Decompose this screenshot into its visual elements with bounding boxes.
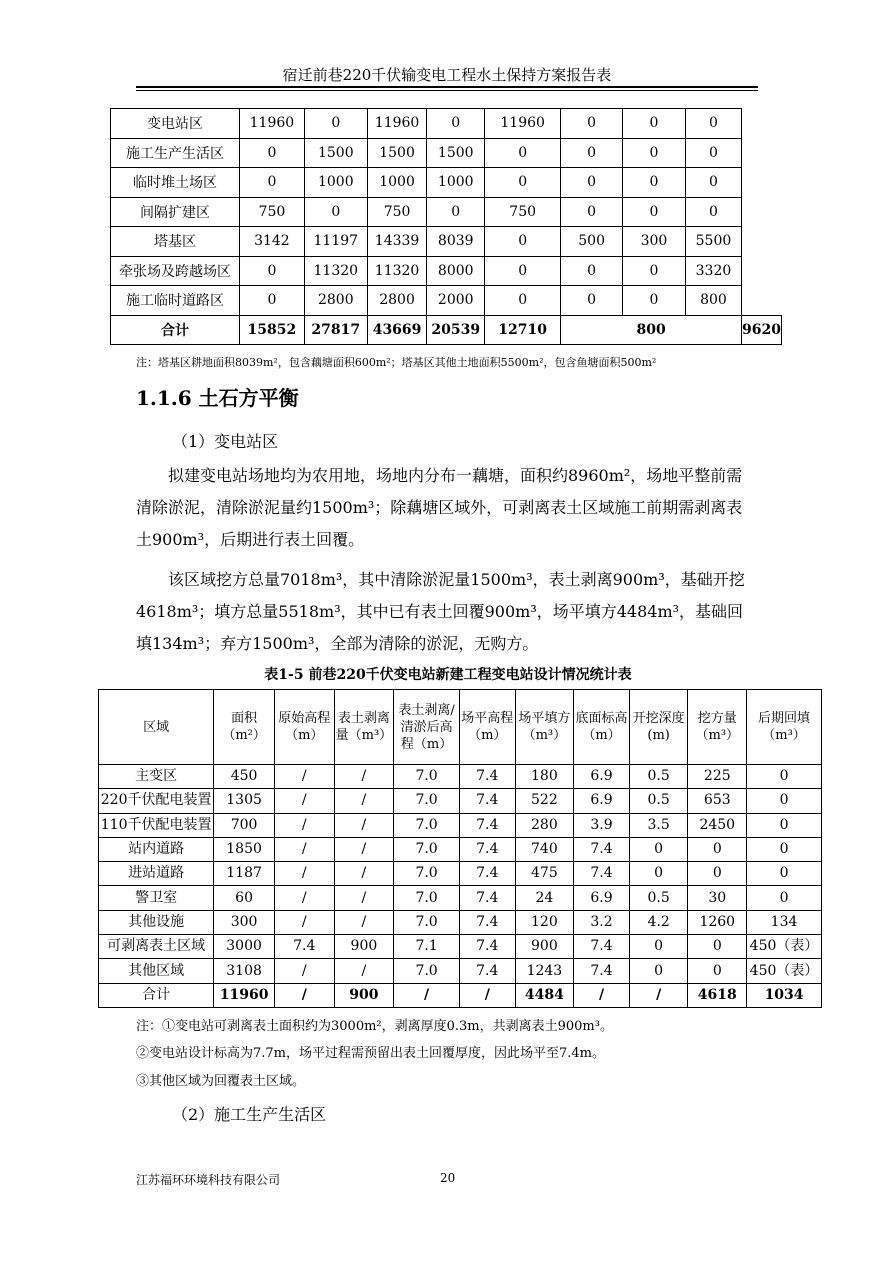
table-cell: 3320 bbox=[685, 256, 741, 286]
row-label: 塔基区 bbox=[111, 227, 240, 257]
table-cell: 1187 bbox=[214, 862, 275, 886]
table-cell: 1034 bbox=[747, 983, 822, 1007]
table-cell: 0 bbox=[240, 256, 305, 286]
table-cell: 7.4 bbox=[459, 789, 515, 813]
table-cell: 0 bbox=[623, 168, 686, 198]
table-cell: 3.5 bbox=[629, 813, 688, 837]
table-cell: 7.4 bbox=[459, 813, 515, 837]
column-header: 挖方量（m³） bbox=[688, 690, 747, 765]
table-cell: 20539 bbox=[427, 315, 485, 345]
table-row bbox=[111, 256, 782, 286]
table-cell: 7.4 bbox=[574, 837, 630, 861]
table-cell: 0 bbox=[629, 959, 688, 983]
table-cell: / bbox=[334, 910, 394, 934]
table-row bbox=[99, 886, 822, 910]
table-row bbox=[99, 789, 822, 813]
table-cell: 1850 bbox=[214, 837, 275, 861]
row-label: 牵张场及跨越场区 bbox=[111, 256, 240, 286]
table-cell: 1260 bbox=[688, 910, 747, 934]
table-cell: 0 bbox=[561, 197, 623, 227]
table-cell: 11197 bbox=[304, 227, 367, 257]
table-cell: 0 bbox=[688, 862, 747, 886]
table-cell: 0 bbox=[685, 197, 741, 227]
table-cell: 11320 bbox=[304, 256, 367, 286]
table-cell: / bbox=[574, 983, 630, 1007]
table-cell: 6.9 bbox=[574, 886, 630, 910]
table-cell: 1500 bbox=[427, 138, 485, 168]
table-cell: 3108 bbox=[214, 959, 275, 983]
total-row bbox=[111, 315, 782, 345]
table-row bbox=[99, 765, 822, 789]
table-row bbox=[111, 138, 782, 168]
table-cell: 475 bbox=[515, 862, 574, 886]
table-cell: 3.9 bbox=[574, 813, 630, 837]
table-cell: 7.4 bbox=[459, 910, 515, 934]
row-label: 其他区域 bbox=[99, 959, 214, 983]
table-cell: 800 bbox=[561, 315, 742, 345]
table-cell: 0 bbox=[240, 286, 305, 316]
table-cell: 0 bbox=[240, 168, 305, 198]
table-cell: 0 bbox=[485, 286, 561, 316]
land-use-table bbox=[110, 108, 782, 345]
column-header: 后期回填（m³） bbox=[747, 690, 822, 765]
row-label: 站内道路 bbox=[99, 837, 214, 861]
table-row bbox=[99, 935, 822, 959]
table-cell: 11960 bbox=[240, 109, 305, 139]
table-cell: 500 bbox=[561, 227, 623, 257]
table-cell: 0 bbox=[685, 168, 741, 198]
table-cell: 3000 bbox=[214, 935, 275, 959]
table-row bbox=[111, 168, 782, 198]
table-cell: 7.4 bbox=[574, 862, 630, 886]
table-cell: 0 bbox=[623, 256, 686, 286]
table-cell: 653 bbox=[688, 789, 747, 813]
table-cell: 7.4 bbox=[274, 935, 334, 959]
table-cell: 450（表） bbox=[747, 935, 822, 959]
table-cell: 0 bbox=[561, 256, 623, 286]
row-label: 临时堆土场区 bbox=[111, 168, 240, 198]
header-rule-thin bbox=[136, 90, 758, 91]
table-cell: 8039 bbox=[427, 227, 485, 257]
table-cell: 1500 bbox=[304, 138, 367, 168]
column-header: 表土剥离量（m³） bbox=[334, 690, 394, 765]
table-cell: 7.4 bbox=[459, 765, 515, 789]
table-cell: / bbox=[274, 886, 334, 910]
table-row bbox=[111, 197, 782, 227]
table-cell: 2450 bbox=[688, 813, 747, 837]
table-cell: 300 bbox=[623, 227, 686, 257]
table-cell: 7.1 bbox=[394, 935, 460, 959]
table-cell: 7.4 bbox=[459, 837, 515, 861]
table-cell: 3142 bbox=[240, 227, 305, 257]
table-cell: / bbox=[334, 862, 394, 886]
table-cell: 0 bbox=[561, 138, 623, 168]
table-cell: 11320 bbox=[367, 256, 427, 286]
table-cell: 800 bbox=[685, 286, 741, 316]
table-cell: 60 bbox=[214, 886, 275, 910]
table-cell: 0 bbox=[747, 837, 822, 861]
table-cell: 0 bbox=[485, 138, 561, 168]
paragraph: 该区域挖方总量7018m³，其中清除淤泥量1500m³，表土剥离900m³，基础开挖4618m³；填方总量5518m³，其中已有表土回覆900m³，场平填方4484m³，基础回填134m³；弃方1500m³，全部为清除的淤泥，无购方。 bbox=[136, 570, 745, 653]
table-cell: 4618 bbox=[688, 983, 747, 1007]
table-cell: 0 bbox=[688, 959, 747, 983]
row-label: 合计 bbox=[99, 983, 214, 1007]
row-label: 可剥离表土区域 bbox=[99, 935, 214, 959]
table-cell: 750 bbox=[485, 197, 561, 227]
table-cell: 0 bbox=[688, 837, 747, 861]
row-label: 间隔扩建区 bbox=[111, 197, 240, 227]
table-cell: / bbox=[274, 983, 334, 1007]
table-cell: 7.0 bbox=[394, 862, 460, 886]
table-cell: 0 bbox=[485, 227, 561, 257]
table-cell: 134 bbox=[747, 910, 822, 934]
table-cell: 900 bbox=[334, 983, 394, 1007]
table-cell: 12710 bbox=[485, 315, 561, 345]
row-label: 进站道路 bbox=[99, 862, 214, 886]
table-cell: 1000 bbox=[367, 168, 427, 198]
table2-note: ②变电站设计标高为7.7m，场平过程需预留出表土回覆厚度，因此场平至7.4m。 bbox=[136, 1046, 606, 1061]
table-cell: 700 bbox=[214, 813, 275, 837]
table-cell: 300 bbox=[214, 910, 275, 934]
table-cell: 0 bbox=[561, 168, 623, 198]
table-cell: / bbox=[274, 862, 334, 886]
table-cell: / bbox=[274, 789, 334, 813]
table-cell: 0 bbox=[304, 197, 367, 227]
table-cell: 0 bbox=[485, 256, 561, 286]
table-cell: 7.0 bbox=[394, 813, 460, 837]
header-row bbox=[99, 690, 822, 765]
table-cell: 0 bbox=[685, 109, 741, 139]
column-header: 表土剥离/清淤后高程（m） bbox=[394, 690, 460, 765]
table-row bbox=[99, 910, 822, 934]
table-cell: / bbox=[334, 959, 394, 983]
table-cell: 9620 bbox=[742, 315, 782, 345]
table-cell: 0 bbox=[485, 168, 561, 198]
table-cell: / bbox=[274, 837, 334, 861]
table-cell: 4.2 bbox=[629, 910, 688, 934]
table-cell: 900 bbox=[515, 935, 574, 959]
table-cell: 0 bbox=[629, 862, 688, 886]
table-cell: 2000 bbox=[427, 286, 485, 316]
table-cell: 0 bbox=[747, 813, 822, 837]
table-cell: 750 bbox=[240, 197, 305, 227]
table-cell: 0 bbox=[685, 138, 741, 168]
row-label: 其他设施 bbox=[99, 910, 214, 934]
subsection-heading: （1）变电站区 bbox=[172, 432, 279, 451]
table-cell: / bbox=[394, 983, 460, 1007]
table-cell: 4484 bbox=[515, 983, 574, 1007]
table-cell: 7.4 bbox=[459, 959, 515, 983]
column-header: 区域 bbox=[99, 690, 214, 765]
table-cell: 7.0 bbox=[394, 789, 460, 813]
table-cell: 0 bbox=[747, 886, 822, 910]
table-cell: 2800 bbox=[367, 286, 427, 316]
row-label: 警卫室 bbox=[99, 886, 214, 910]
table-cell: / bbox=[334, 813, 394, 837]
row-label: 施工临时道路区 bbox=[111, 286, 240, 316]
table-cell: 522 bbox=[515, 789, 574, 813]
table-row bbox=[99, 959, 822, 983]
subsection-heading: （2）施工生产生活区 bbox=[172, 1105, 327, 1124]
table-cell: 8000 bbox=[427, 256, 485, 286]
table-cell: 450（表） bbox=[747, 959, 822, 983]
table-cell: 7.4 bbox=[459, 862, 515, 886]
table-cell: 27817 bbox=[304, 315, 367, 345]
table-cell: 7.0 bbox=[394, 837, 460, 861]
table-cell: 14339 bbox=[367, 227, 427, 257]
table-cell: 450 bbox=[214, 765, 275, 789]
table-cell: 0.5 bbox=[629, 765, 688, 789]
table-cell: 7.0 bbox=[394, 765, 460, 789]
table-cell: 7.0 bbox=[394, 886, 460, 910]
page-header: 宿迁前巷220千伏输变电工程水土保持方案报告表 bbox=[282, 66, 612, 84]
table-cell: 0 bbox=[561, 286, 623, 316]
table-cell: 0 bbox=[623, 286, 686, 316]
table-cell: 0 bbox=[427, 109, 485, 139]
table-cell: 1000 bbox=[427, 168, 485, 198]
table-cell: / bbox=[274, 959, 334, 983]
row-label: 变电站区 bbox=[111, 109, 240, 139]
table-cell: 2800 bbox=[304, 286, 367, 316]
paragraph: 拟建变电站场地均为农用地，场地内分布一藕塘，面积约8960m²，场地平整前需清除淤泥，清除淤泥量约1500m³；除藕塘区域外，可剥离表土区域施工前期需剥离表土900m³，后期进行表土回覆。 bbox=[136, 466, 743, 549]
table-cell: 1305 bbox=[214, 789, 275, 813]
row-label: 主变区 bbox=[99, 765, 214, 789]
table-cell: / bbox=[274, 813, 334, 837]
table-cell: / bbox=[334, 789, 394, 813]
table-row bbox=[99, 837, 822, 861]
table-row bbox=[99, 862, 822, 886]
table-cell: 0 bbox=[688, 935, 747, 959]
table-cell: 7.4 bbox=[459, 886, 515, 910]
table-cell: 6.9 bbox=[574, 765, 630, 789]
table-row bbox=[111, 286, 782, 316]
table-cell: 0 bbox=[629, 837, 688, 861]
table-row bbox=[99, 813, 822, 837]
table-cell: / bbox=[334, 837, 394, 861]
table-cell: 11960 bbox=[367, 109, 427, 139]
table-cell: 180 bbox=[515, 765, 574, 789]
row-label: 110千伏配电装置 bbox=[99, 813, 214, 837]
table-cell: / bbox=[334, 765, 394, 789]
row-label: 220千伏配电装置 bbox=[99, 789, 214, 813]
total-row bbox=[99, 983, 822, 1007]
table-cell: 0 bbox=[623, 138, 686, 168]
table-cell: 15852 bbox=[240, 315, 305, 345]
table-cell: / bbox=[334, 886, 394, 910]
table-cell: / bbox=[459, 983, 515, 1007]
column-header: 底面标高（m） bbox=[574, 690, 630, 765]
table-cell: 0 bbox=[240, 138, 305, 168]
table-cell: 0 bbox=[747, 789, 822, 813]
table-cell: 0.5 bbox=[629, 789, 688, 813]
footer-company: 江苏福环环境科技有限公司 bbox=[136, 1173, 281, 1187]
table-cell: 1243 bbox=[515, 959, 574, 983]
column-header: 场平高程（m） bbox=[459, 690, 515, 765]
table-cell: 6.9 bbox=[574, 789, 630, 813]
header-rule bbox=[136, 86, 758, 88]
page-number: 20 bbox=[440, 1171, 456, 1185]
table-cell: 225 bbox=[688, 765, 747, 789]
table-cell: 0 bbox=[561, 109, 623, 139]
table-cell: 43669 bbox=[367, 315, 427, 345]
table-row bbox=[111, 109, 782, 139]
table-cell: 7.4 bbox=[459, 935, 515, 959]
table1-note: 注：塔基区耕地面积8039m²，包含藕塘面积600m²；塔基区其他土地面积5500m²，包含鱼塘面积500m² bbox=[136, 356, 657, 369]
table-cell: 7.4 bbox=[574, 935, 630, 959]
section-title: 1.1.6 土石方平衡 bbox=[136, 386, 299, 410]
table-cell: 280 bbox=[515, 813, 574, 837]
table-cell: 3.2 bbox=[574, 910, 630, 934]
table-cell: 740 bbox=[515, 837, 574, 861]
table-row bbox=[111, 227, 782, 257]
column-header: 开挖深度(m) bbox=[629, 690, 688, 765]
table-cell: 11960 bbox=[485, 109, 561, 139]
table-cell: 1500 bbox=[367, 138, 427, 168]
table-cell: 0 bbox=[427, 197, 485, 227]
table-cell: 30 bbox=[688, 886, 747, 910]
substation-design-table bbox=[98, 689, 822, 1008]
table-cell: 120 bbox=[515, 910, 574, 934]
table-cell: 900 bbox=[334, 935, 394, 959]
table-cell: 0 bbox=[623, 109, 686, 139]
row-label: 施工生产生活区 bbox=[111, 138, 240, 168]
column-header: 面积（m²） bbox=[214, 690, 275, 765]
table-cell: 7.0 bbox=[394, 910, 460, 934]
table-caption: 表1-5 前巷220千伏变电站新建工程变电站设计情况统计表 bbox=[264, 667, 632, 683]
table-cell: 0 bbox=[304, 109, 367, 139]
table-cell: / bbox=[629, 983, 688, 1007]
column-header: 原始高程（m） bbox=[274, 690, 334, 765]
table-cell: 24 bbox=[515, 886, 574, 910]
table-cell: / bbox=[274, 765, 334, 789]
table2-note: 注：①变电站可剥离表土面积约为3000m²，剥离厚度0.3m，共剥离表土900m³。 bbox=[136, 1019, 613, 1034]
table-cell: 0 bbox=[747, 765, 822, 789]
table-cell: 0.5 bbox=[629, 886, 688, 910]
table-cell: 7.0 bbox=[394, 959, 460, 983]
table-cell: / bbox=[274, 910, 334, 934]
table-cell: 1000 bbox=[304, 168, 367, 198]
table-cell: 0 bbox=[623, 197, 686, 227]
table-cell: 5500 bbox=[685, 227, 741, 257]
table-cell: 7.4 bbox=[574, 959, 630, 983]
table-cell: 750 bbox=[367, 197, 427, 227]
row-label: 合计 bbox=[111, 315, 240, 345]
table-cell: 0 bbox=[747, 862, 822, 886]
column-header: 场平填方（m³） bbox=[515, 690, 574, 765]
table2-note: ③其他区域为回覆表土区域。 bbox=[136, 1074, 306, 1089]
table-cell: 11960 bbox=[214, 983, 275, 1007]
table-cell: 0 bbox=[629, 935, 688, 959]
